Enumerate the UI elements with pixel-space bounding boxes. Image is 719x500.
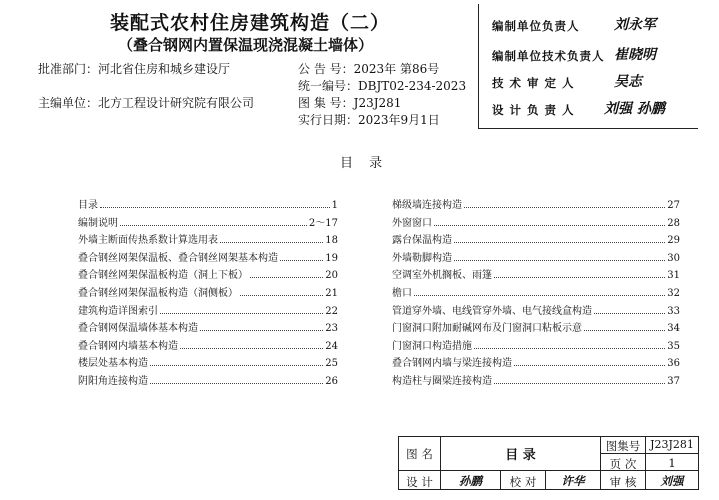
toc-entry-label: 阴阳角连接构造: [78, 376, 148, 387]
check-signature: 许华: [561, 474, 585, 488]
document-subtitle: （叠合钢网内置保温现浇混凝土墙体）: [118, 36, 374, 54]
toc-entry[interactable]: [78, 354, 338, 370]
toc-entry[interactable]: [78, 249, 338, 265]
toc-leader-dots: [180, 348, 323, 349]
toc-entry-page: 28: [667, 217, 680, 229]
toc-leader-dots: [514, 365, 665, 366]
toc-entry-label: 叠合钢丝网架保温板、叠合钢丝网架基本构造: [78, 252, 278, 264]
responsible-label: 编制单位负责人: [492, 19, 580, 33]
toc-entry-page: 22: [325, 305, 338, 317]
review-signature: 刘强: [660, 474, 684, 488]
toc-entry-label: 空调室外机搁板、雨篷: [392, 270, 492, 282]
page-value: 1: [668, 456, 676, 470]
toc-leader-dots: [454, 260, 665, 261]
toc-entry-page: 18: [325, 235, 338, 247]
toc-entry[interactable]: [78, 266, 338, 282]
responsible-label: 设 计 负 责 人: [492, 103, 575, 117]
toc-entry-page: 37: [667, 376, 680, 387]
toc-entry-label: 管道穿外墙、电线管穿外墙、电气接线盒构造: [392, 305, 592, 317]
responsible-label: 技 术 审 定 人: [492, 76, 575, 90]
document-title: 装配式农村住房建筑构造（二）: [110, 12, 391, 34]
effective-date: 实行日期：2023年9月1日: [298, 113, 440, 127]
header-divider: [478, 4, 479, 128]
toc-entry-page: 35: [667, 340, 680, 352]
toc-leader-dots: [240, 295, 323, 296]
toc-entry[interactable]: [392, 354, 680, 370]
title-block-bottom: [398, 489, 698, 490]
toc-entry-page: 25: [325, 358, 338, 370]
toc-entry-label: 叠合钢网内墙与梁连接构造: [392, 358, 512, 370]
toc-entry-label: 檐口: [392, 288, 412, 299]
signature: 刘永军: [614, 17, 656, 33]
toc-leader-dots: [464, 207, 665, 208]
toc-title: 目 录: [340, 156, 389, 171]
signature: 崔晓明: [614, 47, 656, 63]
toc-leader-dots: [454, 242, 665, 243]
atlas-no: 图 集 号：J23J281: [298, 96, 402, 110]
figure-name-label: 图 名: [406, 447, 433, 461]
toc-entry[interactable]: [78, 284, 338, 300]
atlas-value: J23J281: [650, 438, 694, 451]
toc-entry-label: 建筑构造详图索引: [78, 305, 158, 317]
toc-entry-page: 32: [667, 288, 680, 299]
toc-leader-dots: [150, 383, 323, 384]
toc-entry[interactable]: [392, 319, 680, 335]
toc-entry[interactable]: [392, 372, 680, 388]
toc-entry-label: 叠合钢丝网架保温板构造（洞上下板）: [78, 270, 248, 282]
toc-entry[interactable]: [392, 337, 680, 353]
approval-dept: 批准部门：河北省住房和城乡建设厅: [38, 62, 231, 76]
toc-entry-label: 楼层处基本构造: [78, 358, 148, 370]
title-block-top: [398, 436, 698, 437]
toc-leader-dots: [594, 313, 665, 314]
toc-entry[interactable]: [78, 196, 338, 212]
announcement-no: 公 告 号：2023年 第86号: [298, 62, 440, 76]
toc-entry-label: 外窗窗口: [392, 217, 432, 229]
toc-entry-label: 外墙勒脚构造: [392, 252, 452, 264]
toc-leader-dots: [160, 313, 323, 314]
toc-entry-page: 23: [325, 323, 338, 335]
atlas-label: 图集号: [605, 439, 641, 453]
toc-entry-label: 构造柱与圈梁连接构造: [392, 376, 492, 387]
toc-entry-label: 叠合钢网内墙基本构造: [78, 340, 178, 352]
toc-leader-dots: [474, 348, 665, 349]
page-label: 页 次: [609, 457, 637, 471]
toc-entry-page: 30: [667, 252, 680, 264]
toc-entry[interactable]: [392, 214, 680, 230]
responsible-label: 编制单位技术负责人: [492, 49, 605, 63]
toc-entry[interactable]: [78, 337, 338, 353]
toc-entry-label: 叠合钢网保温墙体基本构造: [78, 323, 198, 335]
toc-leader-dots: [100, 207, 330, 208]
toc-entry-page: 29: [667, 235, 680, 247]
toc-entry[interactable]: [392, 302, 680, 318]
toc-entry[interactable]: [78, 214, 338, 230]
unified-no: 统一编号：DBJT02-234-2023: [298, 79, 467, 93]
toc-entry[interactable]: [78, 231, 338, 247]
toc-entry-label: 门窗洞口构造措施: [392, 340, 472, 352]
toc-leader-dots: [434, 225, 665, 226]
toc-entry[interactable]: [78, 319, 338, 335]
toc-entry-label: 露台保温构造: [392, 235, 452, 247]
toc-entry-page: 26: [325, 376, 338, 387]
toc-entry[interactable]: [392, 231, 680, 247]
review-label: 审 核: [609, 475, 637, 489]
toc-leader-dots: [200, 330, 323, 331]
toc-entry-page: 2～17: [308, 217, 338, 229]
toc-entry[interactable]: [392, 266, 680, 282]
signature: 刘强 孙鹏: [604, 101, 665, 117]
design-label: 设 计: [406, 475, 433, 489]
toc-leader-dots: [120, 225, 307, 226]
toc-entry-page: 24: [325, 340, 338, 352]
check-label: 校 对: [509, 475, 537, 489]
toc-entry-label: 梯级墙连接构造: [392, 200, 462, 211]
toc-leader-dots: [494, 383, 665, 384]
toc-entry-page: 20: [325, 270, 338, 282]
toc-entry-page: 33: [667, 305, 680, 317]
title-block-row-rule: [398, 470, 698, 471]
title-block-right: [698, 436, 699, 490]
toc-entry-page: 27: [667, 200, 680, 211]
design-signature: 孙鹏: [459, 474, 482, 488]
toc-leader-dots: [280, 260, 323, 261]
toc-leader-dots: [150, 365, 323, 366]
toc-entry-page: 34: [667, 323, 680, 335]
toc-entry[interactable]: [392, 249, 680, 265]
figure-name: 目 录: [505, 448, 536, 463]
signature: 吴志: [614, 74, 642, 90]
toc-entry[interactable]: [78, 302, 338, 318]
toc-entry[interactable]: [78, 372, 338, 388]
toc-entry[interactable]: [392, 284, 680, 300]
editor-unit: 主编单位：北方工程设计研究院有限公司: [38, 96, 255, 110]
toc-entry[interactable]: [392, 196, 680, 212]
toc-leader-dots: [220, 242, 323, 243]
toc-entry-page: 36: [667, 358, 680, 370]
toc-leader-dots: [250, 277, 323, 278]
toc-leader-dots: [414, 295, 665, 296]
toc-leader-dots: [494, 277, 665, 278]
toc-entry-label: 外墙主断面传热系数计算选用表: [78, 235, 218, 247]
header-rule: [478, 128, 698, 129]
toc-entry-label: 编制说明: [78, 217, 118, 229]
toc-entry-page: 31: [667, 270, 680, 282]
toc-entry-label: 目录: [78, 200, 98, 211]
toc-entry-label: 门窗洞口附加耐碱网布及门窗洞口粘板示意: [392, 323, 582, 335]
toc-leader-dots: [584, 330, 665, 331]
toc-entry-label: 叠合钢丝网架保温板构造（洞侧板）: [78, 288, 238, 299]
toc-entry-page: 1: [331, 200, 338, 211]
toc-entry-page: 21: [325, 288, 338, 299]
toc-entry-page: 19: [325, 252, 338, 264]
